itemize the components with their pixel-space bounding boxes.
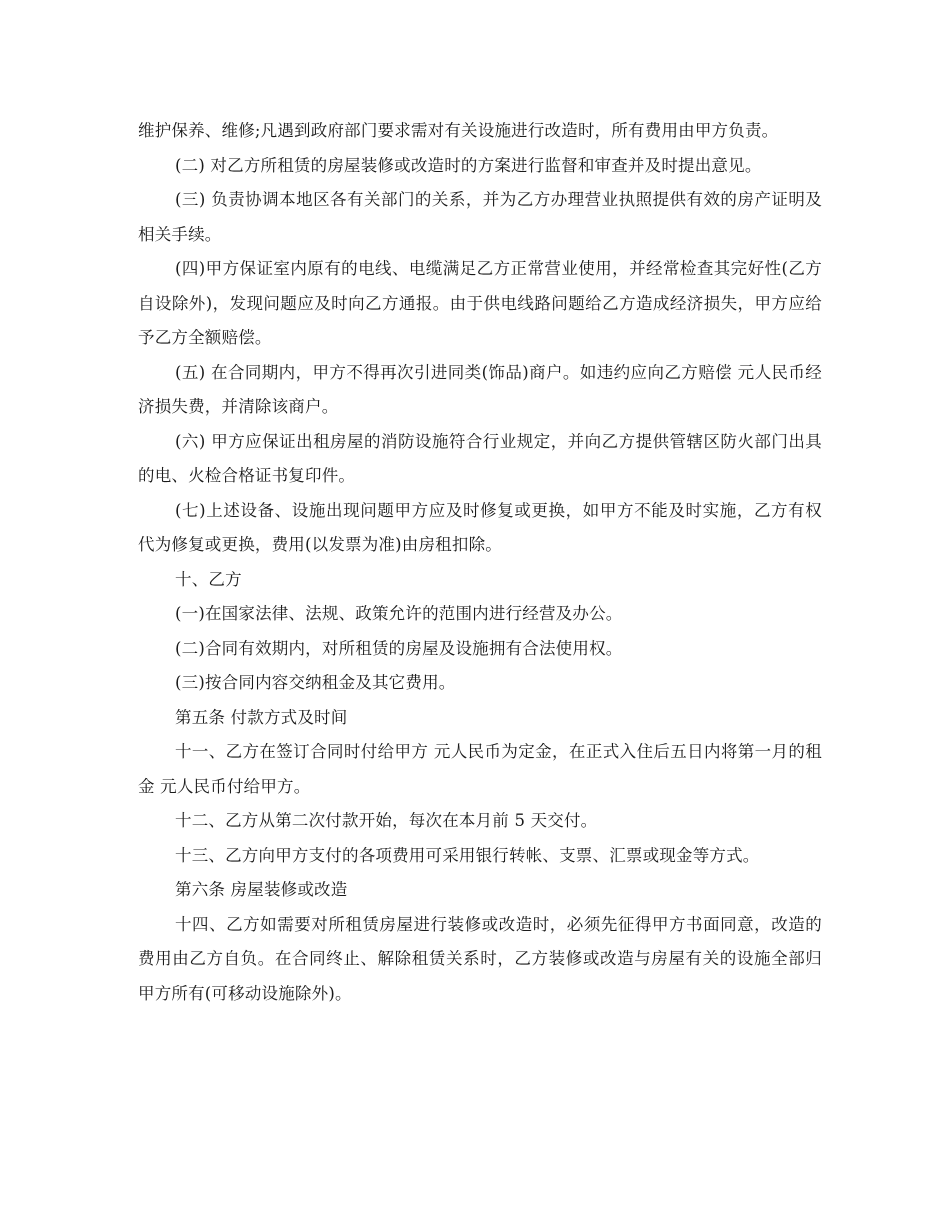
paragraph-9: (一)在国家法律、法规、政策允许的范围内进行经营及办公。 xyxy=(175,604,623,623)
paragraph-4: (四)甲方保证室内原有的电线、电缆满足乙方正常营业使用，并经常检查其完好性(乙方自设除外)，发现问题应及时向乙方通报。由于供电线路问题给乙方造成经济损失，甲方应给予乙方全额赔偿。 xyxy=(138,259,822,347)
section-heading-party-b: 十、乙方 xyxy=(175,569,242,589)
paragraph-10: (二)合同有效期内，对所租赁的房屋及设施拥有合法使用权。 xyxy=(175,638,623,658)
document-page xyxy=(138,114,822,1011)
paragraph-6: (六) 甲方应保证出租房屋的消防设施符合行业规定，并向乙方提供管辖区防火部门出具的电、火检合格证书复印件。 xyxy=(138,431,822,485)
paragraph-15: 十三、乙方向甲方支付的各项费用可采用银行转帐、支票、汇票或现金等方式。 xyxy=(175,845,760,865)
paragraph-11: (三)按合同内容交纳租金及其它费用。 xyxy=(175,673,456,692)
paragraph-14: 十二、乙方从第二次付款开始，每次在本月前 5 天交付。 xyxy=(175,811,598,830)
paragraph-17: 十四、乙方如需要对所租赁房屋进行装修或改造时，必须先征得甲方书面同意，改造的费用由乙方自负。在合同终止、解除租赁关系时，乙方装修或改造与房屋有关的设施全部归甲方所有(可移动设施除外)。 xyxy=(138,914,822,1003)
article-heading-6: 第六条 房屋装修或改造 xyxy=(175,880,348,899)
paragraph-13: 十一、乙方在签订合同时付给甲方 元人民币为定金，在正式入住后五日内将第一月的租金 元人民币付给甲方。 xyxy=(138,742,822,796)
paragraph-5: (五) 在合同期内，甲方不得再次引进同类(饰品)商户。如违约应向乙方赔偿 元人民币经济损失费，并清除该商户。 xyxy=(138,362,822,416)
article-heading-5: 第五条 付款方式及时间 xyxy=(175,707,348,727)
paragraph-3: (三) 负责协调本地区各有关部门的关系，并为乙方办理营业执照提供有效的房产证明及相关手续。 xyxy=(138,190,822,244)
paragraph-2: (二) 对乙方所租赁的房屋装修或改造时的方案进行监督和审查并及时提出意见。 xyxy=(175,155,762,175)
paragraph-1: 维护保养、维修;凡遇到政府部门要求需对有关设施进行改造时，所有费用由甲方负责。 xyxy=(138,121,779,140)
paragraph-7: (七)上述设备、设施出现问题甲方应及时修复或更换，如甲方不能及时实施，乙方有权代为修复或更换，费用(以发票为准)由房租扣除。 xyxy=(138,500,822,554)
